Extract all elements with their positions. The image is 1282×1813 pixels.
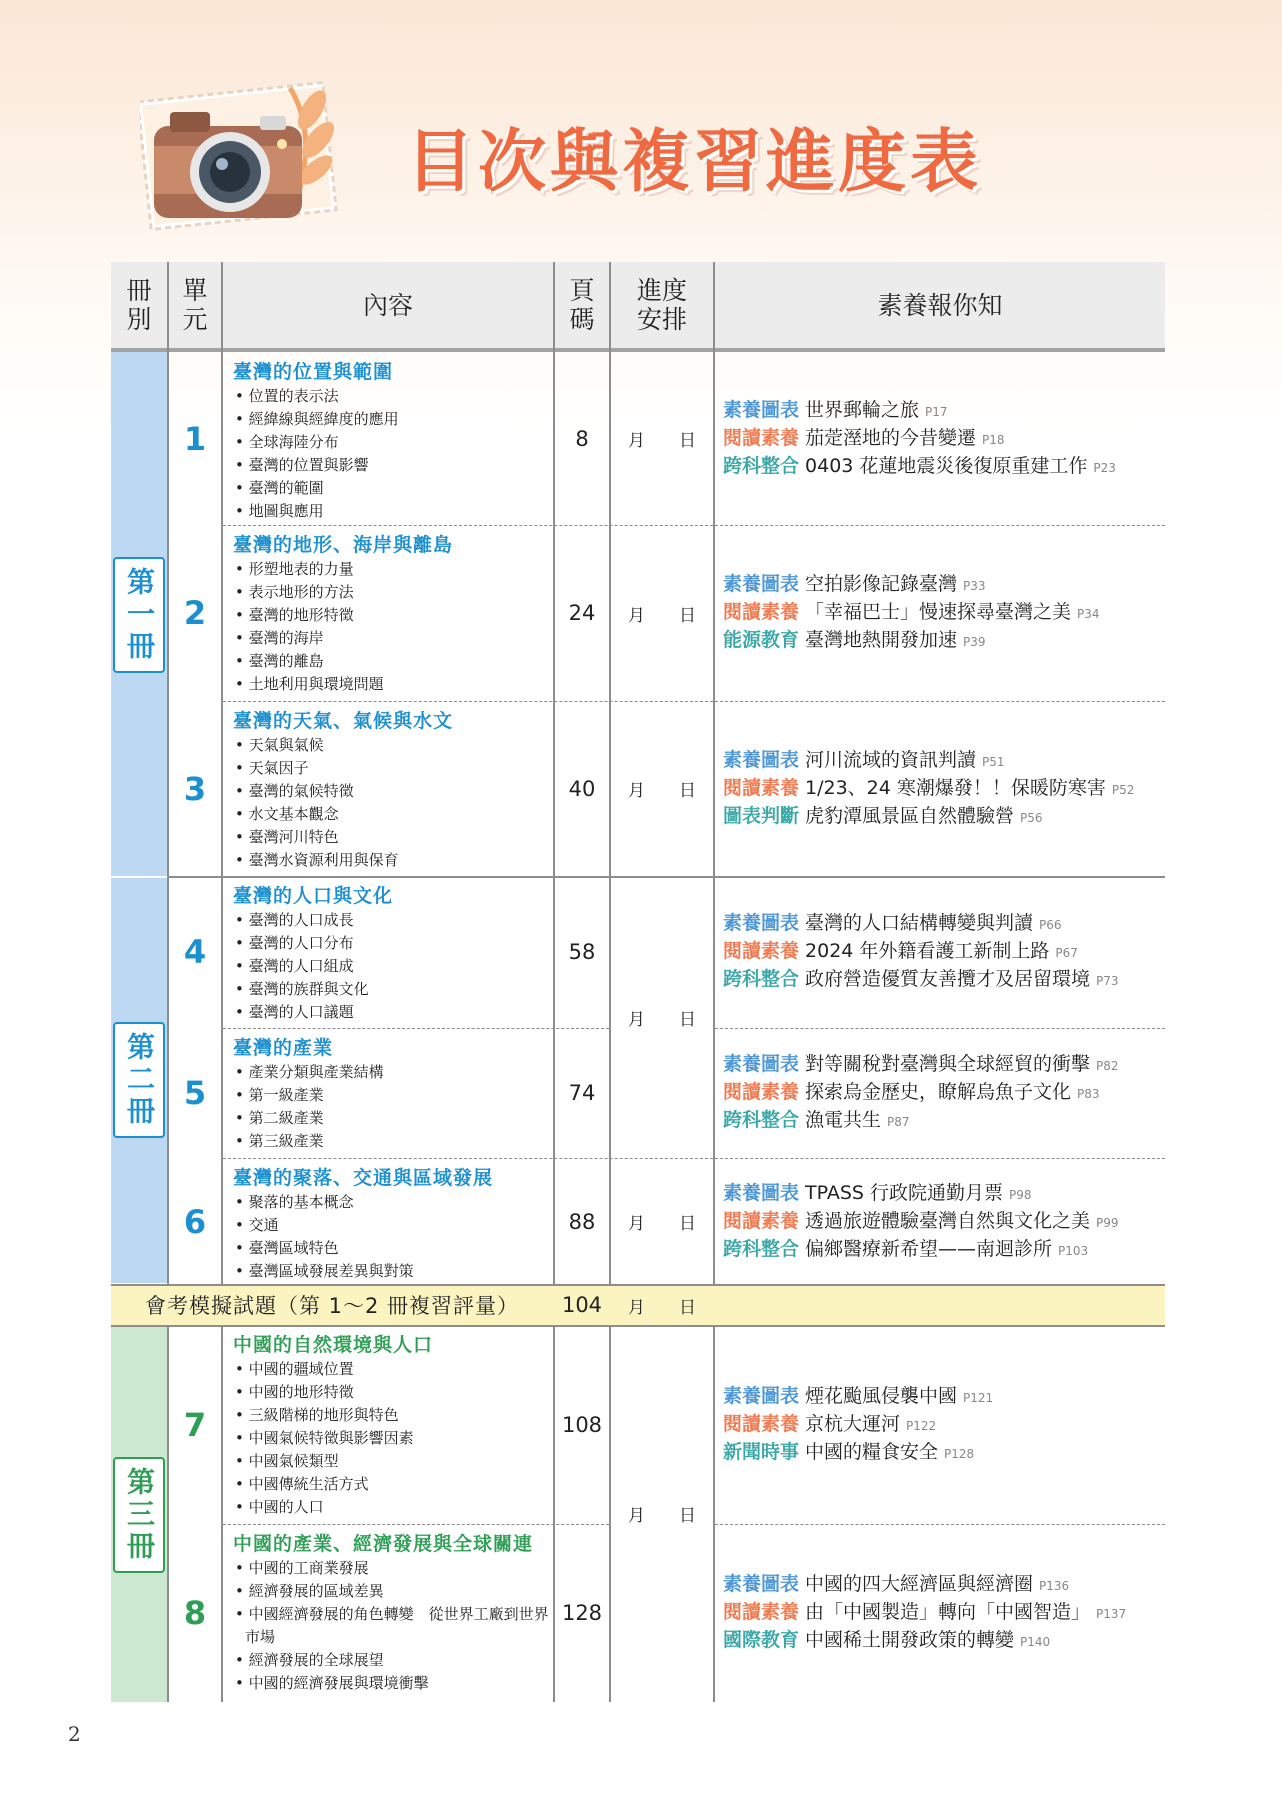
unit-topic: • 天氣與氣候 (233, 734, 553, 757)
literacy-page-ref: P33 (963, 579, 986, 593)
literacy-tag: 跨科整合 (723, 1109, 800, 1131)
header-schedule-label: 進度 安排 (636, 276, 687, 334)
unit-topic: • 交通 (233, 1214, 553, 1237)
literacy-cell (723, 876, 1163, 1028)
literacy-text: 透過旅遊體驗臺灣自然與文化之美 (805, 1209, 1091, 1232)
month-label: 月 (628, 605, 645, 626)
month-label: 月 (628, 1214, 645, 1234)
col-line (221, 262, 223, 1285)
literacy-page-ref: P122 (906, 1418, 937, 1433)
literacy-item[interactable] (723, 1079, 1163, 1107)
unit-topic: • 第三級產業 (233, 1130, 553, 1153)
literacy-cell (723, 1524, 1163, 1702)
day-label: 日 (679, 781, 696, 801)
unit-topic: • 臺灣的族群與文化 (233, 978, 553, 1001)
literacy-item[interactable] (723, 397, 1163, 425)
unit-content (233, 529, 553, 696)
literacy-text: 臺灣的人口結構轉變與判讀 (805, 912, 1034, 934)
literacy-text: 臺灣地熱開發加速 (805, 629, 958, 651)
exam-schedule[interactable] (611, 1285, 713, 1325)
literacy-page-ref: P128 (944, 1446, 975, 1461)
literacy-text: 「幸福巴士」慢速探尋臺灣之美 (805, 601, 1072, 623)
unit-topic: • 全球海陸分布 (233, 431, 553, 454)
literacy-page-ref: P56 (1020, 810, 1043, 825)
literacy-page-ref: P98 (1009, 1187, 1032, 1202)
literacy-text: 世界郵輪之旅 (805, 398, 920, 421)
unit-number: 4 (183, 933, 207, 971)
header-unit (169, 262, 221, 348)
month-label: 月 (628, 1009, 645, 1030)
unit-topic: • 中國氣候類型 (233, 1450, 553, 1473)
literacy-page-ref: P83 (1077, 1087, 1100, 1101)
month-label: 月 (628, 431, 645, 451)
literacy-item[interactable] (723, 1571, 1163, 1599)
literacy-item[interactable] (723, 1236, 1163, 1264)
literacy-tag: 素養圖表 (723, 912, 800, 934)
literacy-text: 煙花颱風侵襲中國 (805, 1384, 958, 1407)
unit-topic: • 中國的工商業發展 (233, 1557, 553, 1580)
unit-content (233, 1329, 553, 1519)
literacy-text: 對等關稅對臺灣與全球經貿的衝擊 (805, 1053, 1091, 1075)
literacy-page-ref: P52 (1111, 782, 1135, 797)
book-label-3: 第三冊 (113, 1457, 165, 1573)
unit-topic: • 臺灣的離島 (233, 650, 553, 673)
literacy-item[interactable] (723, 453, 1163, 481)
unit-number: 7 (183, 1405, 207, 1444)
literacy-tag: 素養圖表 (723, 1181, 800, 1204)
unit-topic: • 經濟發展的全球展望 (233, 1649, 553, 1672)
schedule-cell[interactable] (611, 525, 713, 701)
unit-topic: • 臺灣的位置與影響 (233, 454, 553, 477)
header-volume-label: 冊 別 (126, 276, 152, 334)
literacy-item[interactable] (723, 966, 1163, 994)
exam-label: 會考模擬試題（第 1～2 冊複習評量） (144, 1294, 520, 1318)
unit-title: 臺灣的人口與文化 (233, 885, 394, 907)
day-label: 日 (679, 1214, 696, 1234)
literacy-item[interactable] (723, 627, 1163, 655)
literacy-cell (723, 352, 1163, 525)
unit-topic: • 第二級產業 (233, 1107, 553, 1130)
literacy-page-ref: P18 (982, 432, 1005, 447)
unit-topic: • 中國氣候特徵與影響因素 (233, 1427, 553, 1450)
literacy-page-ref: P51 (982, 754, 1005, 769)
literacy-text: 中國的糧食安全 (805, 1440, 939, 1463)
unit-topic: • 水文基本觀念 (233, 803, 553, 826)
schedule-cell[interactable] (611, 352, 713, 525)
literacy-tag: 閱讀素養 (723, 1209, 800, 1232)
row-divider (223, 1524, 609, 1525)
literacy-page-ref: P82 (1096, 1059, 1119, 1073)
literacy-tag: 閱讀素養 (723, 1412, 800, 1435)
unit-topic: • 經濟發展的區域差異 (233, 1580, 553, 1603)
header-volume (111, 262, 167, 348)
header-schedule (611, 262, 713, 348)
literacy-cell (723, 1028, 1163, 1158)
header-content (223, 262, 553, 348)
header-literacy-label: 素養報你知 (877, 290, 1003, 320)
unit-topic: • 臺灣的人口組成 (233, 955, 553, 978)
literacy-text: 2024 年外籍看護工新制上路 (805, 940, 1050, 962)
book-label-2: 第二冊 (113, 1022, 165, 1138)
unit-topic: • 聚落的基本概念 (233, 1191, 553, 1214)
unit-topic: • 產業分類與產業結構 (233, 1061, 553, 1084)
unit-topic: • 位置的表示法 (233, 385, 553, 408)
page-number-cell: 24 (568, 601, 596, 625)
row-divider (223, 1028, 609, 1029)
unit-title: 臺灣的位置與範圍 (233, 361, 394, 383)
literacy-text: 茄萣溼地的今昔變遷 (805, 426, 977, 449)
page-number: 2 (68, 1722, 81, 1746)
literacy-page-ref: P34 (1077, 607, 1100, 621)
header-content-label: 內容 (362, 290, 413, 320)
page-number-cell: 108 (561, 1412, 603, 1437)
page-number-cell: 58 (568, 940, 596, 964)
unit-topic: • 中國傳統生活方式 (233, 1473, 553, 1496)
unit-topic: • 臺灣的人口分布 (233, 932, 553, 955)
literacy-item[interactable] (723, 571, 1163, 599)
literacy-tag: 閱讀素養 (723, 940, 800, 962)
page-number-cell: 40 (568, 776, 596, 801)
unit-topic: • 臺灣的範圍 (233, 477, 553, 500)
unit-content (233, 1162, 553, 1283)
literacy-tag: 圖表判斷 (723, 804, 800, 827)
literacy-cell (723, 1325, 1163, 1524)
page-number-cell: 8 (575, 426, 589, 451)
literacy-page-ref: P87 (887, 1115, 910, 1129)
unit-topic: • 中國的疆域位置 (233, 1358, 553, 1381)
book-cell-3 (111, 1327, 167, 1702)
literacy-tag: 素養圖表 (723, 573, 800, 595)
literacy-tag: 閱讀素養 (723, 1081, 800, 1103)
month-label: 月 (628, 781, 645, 801)
unit-topic: • 土地利用與環境問題 (233, 673, 553, 696)
book-label-1: 第一冊 (113, 557, 165, 673)
literacy-tag: 新聞時事 (723, 1440, 800, 1463)
unit-title: 臺灣的聚落、交通與區域發展 (233, 1167, 494, 1189)
literacy-page-ref: P73 (1096, 974, 1119, 988)
literacy-page-ref: P67 (1055, 946, 1078, 960)
literacy-text: 政府營造優質友善攬才及居留環境 (805, 968, 1091, 990)
unit-number: 6 (183, 1202, 207, 1241)
book-cell-2 (111, 877, 167, 1283)
literacy-item[interactable] (723, 1208, 1163, 1236)
literacy-text: 河川流域的資訊判讀 (805, 748, 977, 771)
literacy-text: 中國的四大經濟區與經濟圈 (805, 1573, 1034, 1595)
literacy-text: 漁電共生 (805, 1109, 882, 1131)
unit-topic: • 臺灣的氣候特徵 (233, 780, 553, 803)
header-page (555, 262, 609, 348)
header (0, 0, 1282, 240)
book-cell-1 (111, 352, 167, 877)
unit-topic: • 臺灣的海岸 (233, 627, 553, 650)
literacy-tag: 國際教育 (723, 1629, 800, 1651)
header-literacy (715, 262, 1165, 348)
unit-topic: • 三級階梯的地形與特色 (233, 1404, 553, 1427)
literacy-tag: 閱讀素養 (723, 776, 800, 799)
literacy-text: 由「中國製造」轉向「中國智造」 (805, 1601, 1091, 1623)
unit-content (233, 705, 553, 872)
header-page-label: 頁 碼 (569, 276, 595, 334)
day-label: 日 (679, 605, 696, 626)
literacy-page-ref: P137 (1096, 1607, 1127, 1621)
literacy-page-ref: P17 (925, 404, 948, 419)
page-number-cell: 88 (568, 1209, 596, 1234)
page-number-cell: 74 (568, 1081, 596, 1105)
col-line (713, 262, 715, 1702)
unit-topic: • 臺灣區域特色 (233, 1237, 553, 1260)
literacy-cell (723, 1158, 1163, 1285)
literacy-tag: 閱讀素養 (723, 1601, 800, 1623)
unit-number: 5 (183, 1074, 207, 1112)
schedule-cell[interactable] (611, 1325, 713, 1702)
literacy-page-ref: P66 (1039, 918, 1062, 932)
unit-topic: • 臺灣的人口成長 (233, 909, 553, 932)
literacy-item[interactable] (723, 1439, 1163, 1467)
unit-topic: • 表示地形的方法 (233, 581, 553, 604)
literacy-item[interactable] (723, 1599, 1163, 1627)
literacy-item[interactable] (723, 803, 1163, 831)
day-label: 日 (679, 1009, 696, 1030)
literacy-tag: 跨科整合 (723, 968, 800, 990)
literacy-item[interactable] (723, 425, 1163, 453)
literacy-item[interactable] (723, 1627, 1163, 1655)
unit-title: 中國的自然環境與人口 (233, 1334, 434, 1356)
day-label: 日 (679, 431, 696, 451)
literacy-text: 偏鄉醫療新希望——南迴診所 (805, 1237, 1053, 1260)
literacy-tag: 跨科整合 (723, 454, 800, 477)
literacy-tag: 素養圖表 (723, 1573, 800, 1595)
schedule-cell[interactable] (611, 876, 713, 1158)
literacy-cell (723, 701, 1163, 876)
unit-content (233, 880, 553, 1024)
literacy-item[interactable] (723, 775, 1163, 803)
literacy-item[interactable] (723, 1051, 1163, 1079)
literacy-page-ref: P121 (963, 1390, 994, 1405)
literacy-text: 中國稀土開發政策的轉變 (805, 1629, 1015, 1651)
literacy-text: 0403 花蓮地震災後復原重建工作 (805, 454, 1088, 477)
literacy-item[interactable] (723, 1107, 1163, 1135)
literacy-page-ref: P103 (1058, 1243, 1089, 1258)
literacy-tag: 素養圖表 (723, 748, 800, 771)
page-title: 目次與複習進度表 (406, 123, 983, 202)
literacy-text: 空拍影像記錄臺灣 (805, 573, 958, 595)
literacy-page-ref: P39 (963, 635, 986, 649)
literacy-item[interactable] (723, 910, 1163, 938)
exam-page: 104 (561, 1293, 603, 1317)
literacy-text: TPASS 行政院通勤月票 (805, 1181, 1004, 1204)
unit-topic: • 中國的人口 (233, 1496, 553, 1519)
literacy-cell (723, 525, 1163, 701)
unit-topic: • 地圖與應用 (233, 500, 553, 523)
literacy-item[interactable] (723, 1180, 1163, 1208)
unit-content (233, 356, 553, 523)
literacy-item[interactable] (723, 747, 1163, 775)
unit-topic: • 天氣因子 (233, 757, 553, 780)
literacy-item[interactable] (723, 1383, 1163, 1411)
header-unit-label: 單 元 (182, 276, 208, 334)
literacy-page-ref: P99 (1096, 1215, 1119, 1230)
literacy-tag: 閱讀素養 (723, 601, 800, 623)
page-number-cell: 128 (561, 1601, 603, 1625)
unit-content (233, 1032, 553, 1153)
literacy-tag: 素養圖表 (723, 1053, 800, 1075)
literacy-item[interactable] (723, 1411, 1163, 1439)
unit-topic: • 臺灣的人口議題 (233, 1001, 553, 1024)
day-label: 日 (679, 1506, 696, 1526)
month-label: 月 (628, 1506, 645, 1526)
unit-content (233, 1528, 553, 1695)
unit-number: 1 (183, 419, 207, 458)
unit-topic: • 臺灣河川特色 (233, 826, 553, 849)
literacy-page-ref: P136 (1039, 1579, 1070, 1593)
literacy-text: 探索烏金歷史，瞭解烏魚子文化 (805, 1081, 1072, 1103)
camera-icon (140, 68, 360, 238)
literacy-tag: 素養圖表 (723, 1384, 800, 1407)
literacy-item[interactable] (723, 938, 1163, 966)
day-label: 日 (679, 1297, 696, 1318)
month-label: 月 (628, 1297, 645, 1318)
unit-topic: • 中國的地形特徵 (233, 1381, 553, 1404)
unit-topic: • 中國經濟發展的角色轉變 從世界工廠到世界市場 (233, 1603, 553, 1649)
unit-topic: • 第一級產業 (233, 1084, 553, 1107)
unit-number: 3 (183, 769, 207, 808)
unit-number: 2 (183, 594, 207, 632)
literacy-text: 京杭大運河 (805, 1412, 901, 1435)
unit-topic: • 臺灣區域發展差異與對策 (233, 1260, 553, 1283)
literacy-tag: 能源教育 (723, 629, 800, 651)
unit-title: 臺灣的產業 (233, 1037, 334, 1059)
literacy-item[interactable] (723, 599, 1163, 627)
unit-topic: • 經緯線與經緯度的應用 (233, 408, 553, 431)
unit-topic: • 中國的經濟發展與環境衝擊 (233, 1672, 553, 1695)
literacy-tag: 素養圖表 (723, 398, 800, 421)
literacy-page-ref: P140 (1020, 1635, 1051, 1649)
literacy-page-ref: P23 (1093, 460, 1116, 475)
unit-title: 臺灣的天氣、氣候與水文 (233, 710, 454, 732)
schedule-cell[interactable] (611, 701, 713, 876)
toc-table (111, 262, 1165, 1702)
schedule-cell[interactable] (611, 1158, 713, 1285)
literacy-text: 1/23、24 寒潮爆發！！保暖防寒害 (805, 776, 1106, 799)
unit-topic: • 臺灣的地形特徵 (233, 604, 553, 627)
unit-topic: • 臺灣水資源利用與保育 (233, 849, 553, 872)
unit-title: 中國的產業、經濟發展與全球關連 (233, 1533, 534, 1555)
unit-title: 臺灣的地形、海岸與離島 (233, 534, 454, 556)
unit-topic: • 形塑地表的力量 (233, 558, 553, 581)
unit-number: 8 (183, 1594, 207, 1632)
literacy-tag: 跨科整合 (723, 1237, 800, 1260)
literacy-tag: 閱讀素養 (723, 426, 800, 449)
literacy-text: 虎豹潭風景區自然體驗營 (805, 804, 1015, 827)
col-line (221, 1325, 223, 1702)
